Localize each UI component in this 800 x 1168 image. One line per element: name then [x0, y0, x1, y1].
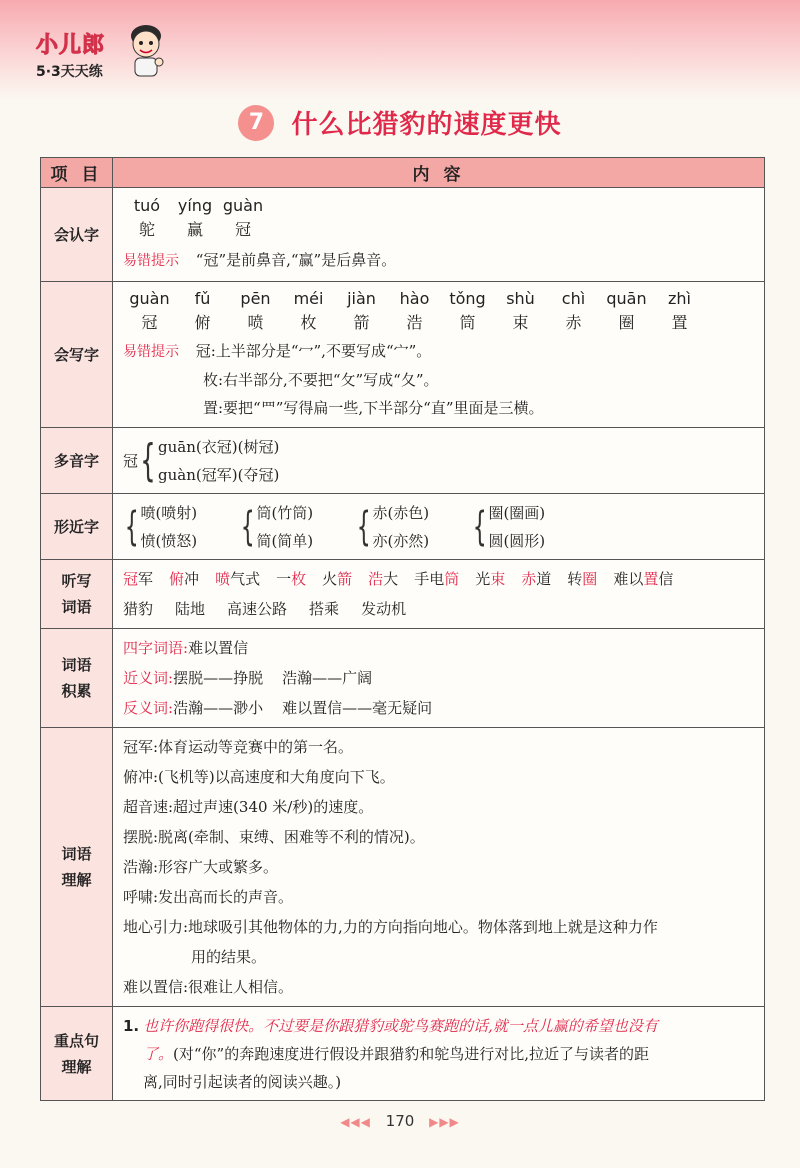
dictation-word: 难以置信 — [613, 570, 674, 588]
hanzi-char: 置 — [671, 313, 688, 332]
hanzi-char: 鸵 — [138, 220, 155, 239]
ji-lei-tag-3: 反义词: — [123, 699, 174, 717]
curly-brace-icon: { — [140, 434, 156, 486]
dictation-word: 发动机 — [361, 600, 407, 618]
pinyin-syllable: chì — [561, 289, 586, 308]
xing-jin-pair-1 — [123, 499, 239, 555]
key-sentence-note-2: 离,同时引起读者的阅读兴趣。) — [143, 1072, 342, 1091]
hanzi-char: 赢 — [186, 220, 203, 239]
definition-line: 呼啸:发出高而长的声音。 — [123, 888, 294, 906]
zhong-dian-ju-content — [113, 1007, 765, 1101]
dictation-word: 喷气式 — [215, 570, 261, 588]
ting-xie-row-2 — [123, 594, 754, 624]
definition-line: 摆脱:脱离(牵制、束缚、困难等不利的情况)。 — [123, 828, 425, 846]
pinyin-syllable: guàn — [129, 289, 170, 308]
dictation-word: 俯冲 — [169, 570, 200, 588]
pinyin-syllable: shù — [506, 289, 535, 308]
dictation-word: 冠军 — [123, 570, 154, 588]
definition-line: 冠军:体育运动等竞赛中的第一名。 — [123, 738, 354, 756]
left-arrows-icon: ◀◀◀ — [340, 1115, 371, 1129]
top-banner — [0, 0, 800, 100]
definition-line: 地心引力:地球吸引其他物体的力,力的方向指向地心。物体落到地上就是这种力作 — [123, 918, 658, 936]
hanzi-char: 箭 — [353, 313, 370, 332]
ting-xie-row-1 — [123, 564, 754, 594]
lesson-number-badge: 7 — [238, 105, 274, 141]
row-label-hui-xie-zi: 会写字 — [41, 282, 113, 428]
ji-lei-text-2: 摆脱——挣脱 浩瀚——广阔 — [173, 669, 373, 687]
ting-xie-content — [113, 560, 765, 629]
pinyin-syllable: pēn — [240, 289, 271, 308]
logo-main-text: 小儿郎 — [36, 33, 106, 58]
pinyin-syllable: zhì — [668, 289, 691, 308]
hui-xie-zi-chars — [123, 311, 754, 335]
hui-ren-zi-hint-label: 易错提示 — [123, 253, 179, 269]
xing-jin-word: 圈(圈画) — [488, 503, 546, 522]
hanzi-char: 冠 — [141, 313, 158, 332]
ci-yu-ji-lei-content — [113, 629, 765, 728]
pinyin-syllable: tǒng — [449, 289, 486, 308]
brand-logo — [36, 28, 105, 81]
xing-jin-pair-4 — [471, 499, 587, 555]
dictation-word: 搭乘 — [309, 600, 340, 618]
logo-sub-text: 5·3天天练 — [36, 64, 103, 80]
pinyin-syllable: yíng — [177, 196, 213, 215]
ji-lei-text-1: 难以置信 — [188, 639, 249, 657]
hanzi-char: 筒 — [459, 313, 476, 332]
xing-jin-pair-3 — [355, 499, 471, 555]
xing-jin-word: 简(简单) — [256, 531, 314, 550]
hanzi-char: 俯 — [194, 313, 211, 332]
hanzi-char: 束 — [512, 313, 529, 332]
row-label-hui-ren-zi: 会认字 — [41, 188, 113, 282]
hui-xie-zi-hint-3: 置:要把“罒”写得扁一些,下半部分“直”里面是三横。 — [203, 399, 544, 417]
dictation-word: 高速公路 — [227, 600, 288, 618]
key-sentence-part-2: 了。 — [143, 1044, 174, 1063]
xing-jin-word: 愤(愤怒) — [140, 531, 198, 550]
hui-xie-zi-pinyin — [123, 287, 754, 311]
hanzi-char: 浩 — [406, 313, 423, 332]
row-label-ting-xie — [41, 560, 113, 629]
xing-jin-word: 筒(竹筒) — [256, 503, 314, 522]
page-number: 170 — [385, 1112, 415, 1130]
ji-lei-tag-2: 近义词: — [123, 669, 174, 687]
xing-jin-word: 喷(喷射) — [140, 503, 198, 522]
dictation-word: 手电筒 — [414, 570, 460, 588]
hui-xie-zi-content — [113, 282, 765, 428]
pinyin-syllable: jiàn — [347, 289, 376, 308]
hui-ren-zi-hint-text: “冠”是前鼻音,“赢”是后鼻音。 — [195, 251, 397, 269]
pinyin-syllable: guàn — [222, 196, 264, 215]
duo-yin-zi-content — [113, 428, 765, 494]
pinyin-syllable: fǔ — [194, 289, 211, 308]
hanzi-char: 圈 — [618, 313, 635, 332]
curly-brace-icon: { — [124, 503, 139, 550]
ci-yu-ji-lei-label: 词语积累 — [61, 656, 92, 700]
xing-jin-pair-2 — [239, 499, 355, 555]
dictation-word: 陆地 — [175, 600, 206, 618]
key-sentence-part-1: 也许你跑得很快。不过要是你跟猎豹或鸵鸟赛跑的话,就一点儿赢的希望也没有 — [143, 1016, 658, 1035]
ting-xie-label: 听写词语 — [61, 572, 92, 616]
hui-xie-zi-hint-label: 易错提示 — [123, 344, 179, 360]
hanzi-char: 枚 — [300, 313, 317, 332]
duo-yin-zi-char: 冠 — [123, 451, 139, 470]
pinyin-syllable: hào — [399, 289, 430, 308]
key-sentence-note-1: (对“你”的奔跑速度进行假设并跟猎豹和鸵鸟进行对比,拉近了与读者的距 — [173, 1044, 649, 1063]
ci-yu-li-jie-label: 词语理解 — [61, 845, 92, 889]
row-label-xing-jin-zi: 形近字 — [41, 494, 113, 560]
definition-line: 难以置信:很难让人相信。 — [123, 978, 294, 996]
pinyin-syllable: tuó — [133, 196, 161, 215]
dictation-word: 一枚 — [276, 570, 307, 588]
definition-line: 超音速:超过声速(340 米/秒)的速度。 — [123, 798, 374, 816]
definition-line-continued: 用的结果。 — [191, 948, 267, 966]
hui-xie-zi-hint-1: 冠:上半部分是“冖”,不要写成“宀”。 — [195, 342, 432, 360]
xing-jin-word: 赤(赤色) — [372, 503, 430, 522]
ji-lei-tag-1: 四字词语: — [123, 639, 189, 657]
hui-ren-zi-chars — [123, 218, 754, 242]
duo-yin-zi-reading-2: guàn(冠军)(夺冠) — [158, 465, 280, 484]
ci-yu-li-jie-content — [113, 728, 765, 1007]
zhong-dian-ju-label: 重点句理解 — [53, 1031, 99, 1076]
column-header-item: 项 目 — [41, 158, 113, 188]
xing-jin-zi-content — [113, 494, 765, 560]
curly-brace-icon: { — [356, 503, 371, 550]
definition-line: 俯冲:(飞机等)以高速度和大角度向下飞。 — [123, 768, 395, 786]
mascot-boy-icon — [124, 22, 168, 78]
dictation-word: 猎豹 — [123, 600, 154, 618]
row-label-ci-yu-li-jie — [41, 728, 113, 1007]
study-table — [40, 157, 765, 1101]
xing-jin-word: 圆(圆形) — [488, 531, 546, 550]
curly-brace-icon: { — [472, 503, 487, 550]
pinyin-syllable: quān — [606, 289, 647, 308]
pinyin-syllable: méi — [293, 289, 324, 308]
sentence-number: 1. — [123, 1016, 140, 1035]
lesson-title-row — [0, 104, 800, 141]
dictation-word: 火箭 — [322, 570, 353, 588]
column-header-content: 内 容 — [113, 158, 765, 188]
dictation-word: 光束 — [475, 570, 506, 588]
hui-ren-zi-pinyin — [123, 194, 754, 218]
ji-lei-text-3: 浩瀚——渺小 难以置信——毫无疑问 — [173, 699, 433, 717]
hanzi-char: 赤 — [565, 313, 582, 332]
xing-jin-word: 亦(亦然) — [372, 531, 430, 550]
right-arrows-icon: ▶▶▶ — [429, 1115, 460, 1129]
curly-brace-icon: { — [240, 503, 255, 550]
hui-xie-zi-hint-2: 枚:右半部分,不要把“攵”写成“夂”。 — [203, 371, 439, 389]
dictation-word: 赤道 — [521, 570, 552, 588]
row-label-duo-yin-zi: 多音字 — [41, 428, 113, 494]
definition-line: 浩瀚:形容广大或繁多。 — [123, 858, 279, 876]
dictation-word: 浩大 — [368, 570, 399, 588]
row-label-ci-yu-ji-lei — [41, 629, 113, 728]
lesson-title: 什么比猎豹的速度更快 — [291, 110, 562, 140]
hui-ren-zi-content — [113, 188, 765, 282]
duo-yin-zi-reading-1: guān(衣冠)(树冠) — [158, 437, 280, 456]
dictation-word: 转圈 — [567, 570, 598, 588]
page-footer — [0, 1112, 800, 1130]
row-label-zhong-dian-ju — [41, 1007, 113, 1101]
hanzi-char: 冠 — [234, 220, 251, 239]
hanzi-char: 喷 — [247, 313, 264, 332]
